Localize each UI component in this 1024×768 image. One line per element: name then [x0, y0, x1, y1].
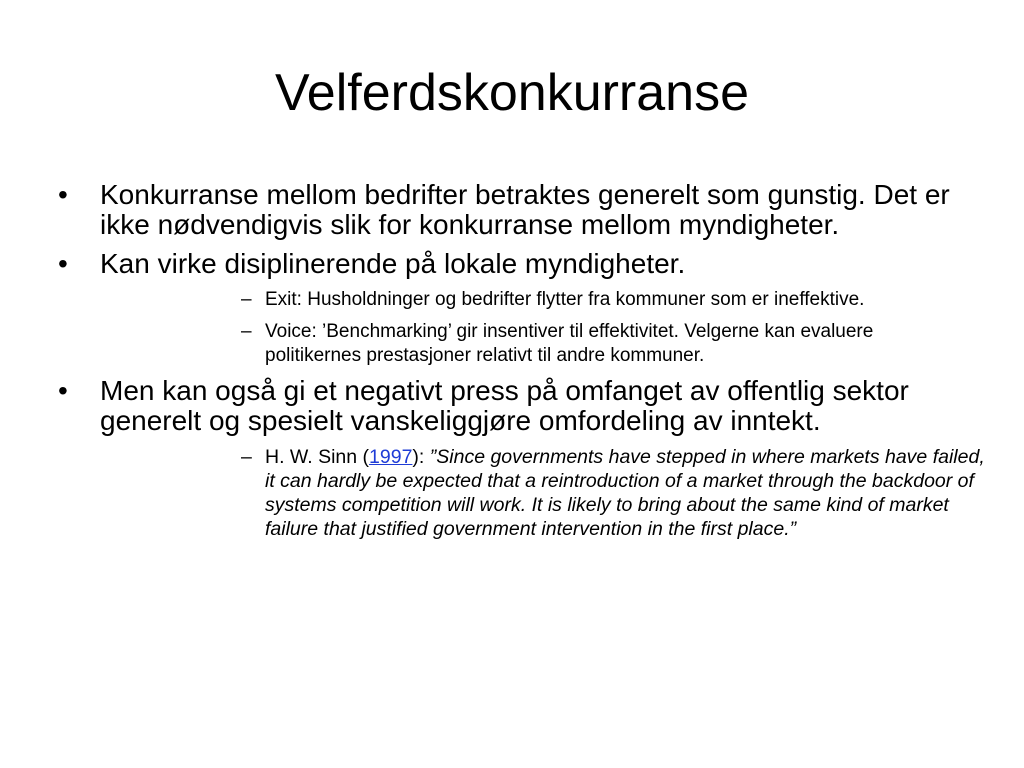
sub-bullet-item	[241, 288, 965, 312]
bullet-item	[58, 180, 958, 240]
bullet-icon: •	[58, 375, 68, 406]
sub-bullet-item	[241, 320, 965, 368]
quote-suffix: ):	[412, 446, 430, 468]
slide-content	[58, 179, 985, 549]
sub-bullet-text: Voice: ’Benchmarking’ gir insentiver til effektivitet. Velgerne kan evaluere politikernes prestasjoner relativt til andre kommuner.	[265, 321, 874, 366]
bullet-icon: •	[58, 179, 68, 210]
bullet-text: Kan virke disiplinerende på lokale myndigheter.	[100, 248, 686, 279]
bullet-item	[58, 249, 958, 279]
dash-icon: –	[241, 289, 252, 310]
quote-text: ”Since governments have stepped in where markets have failed, it can hardly be expected that a reintroduction of a market through the backdoor of systems competition will work. It is likely to bring about the same kind of market failure that justified government intervention in the first place.”	[265, 446, 985, 540]
dash-icon: –	[241, 446, 252, 468]
citation-link[interactable]: 1997	[369, 446, 413, 468]
quote-sub-bullet	[241, 445, 985, 541]
bullet-item	[58, 376, 958, 436]
bullet-icon: •	[58, 248, 68, 279]
sub-bullet-text: Exit: Husholdninger og bedrifter flytter fra kommuner som er ineffektive.	[265, 289, 865, 310]
dash-icon: –	[241, 321, 252, 342]
bullet-text: Men kan også gi et negativt press på omfanget av offentlig sektor generelt og spesielt vanskeliggjøre omfordeling av inntekt.	[100, 375, 909, 436]
bullet-text: Konkurranse mellom bedrifter betraktes generelt som gunstig. Det er ikke nødvendigvis slik for konkurranse mellom myndigheter.	[100, 179, 950, 240]
slide-title: Velferdskonkurranse	[274, 64, 750, 122]
quote-prefix: H. W. Sinn (	[265, 446, 370, 468]
